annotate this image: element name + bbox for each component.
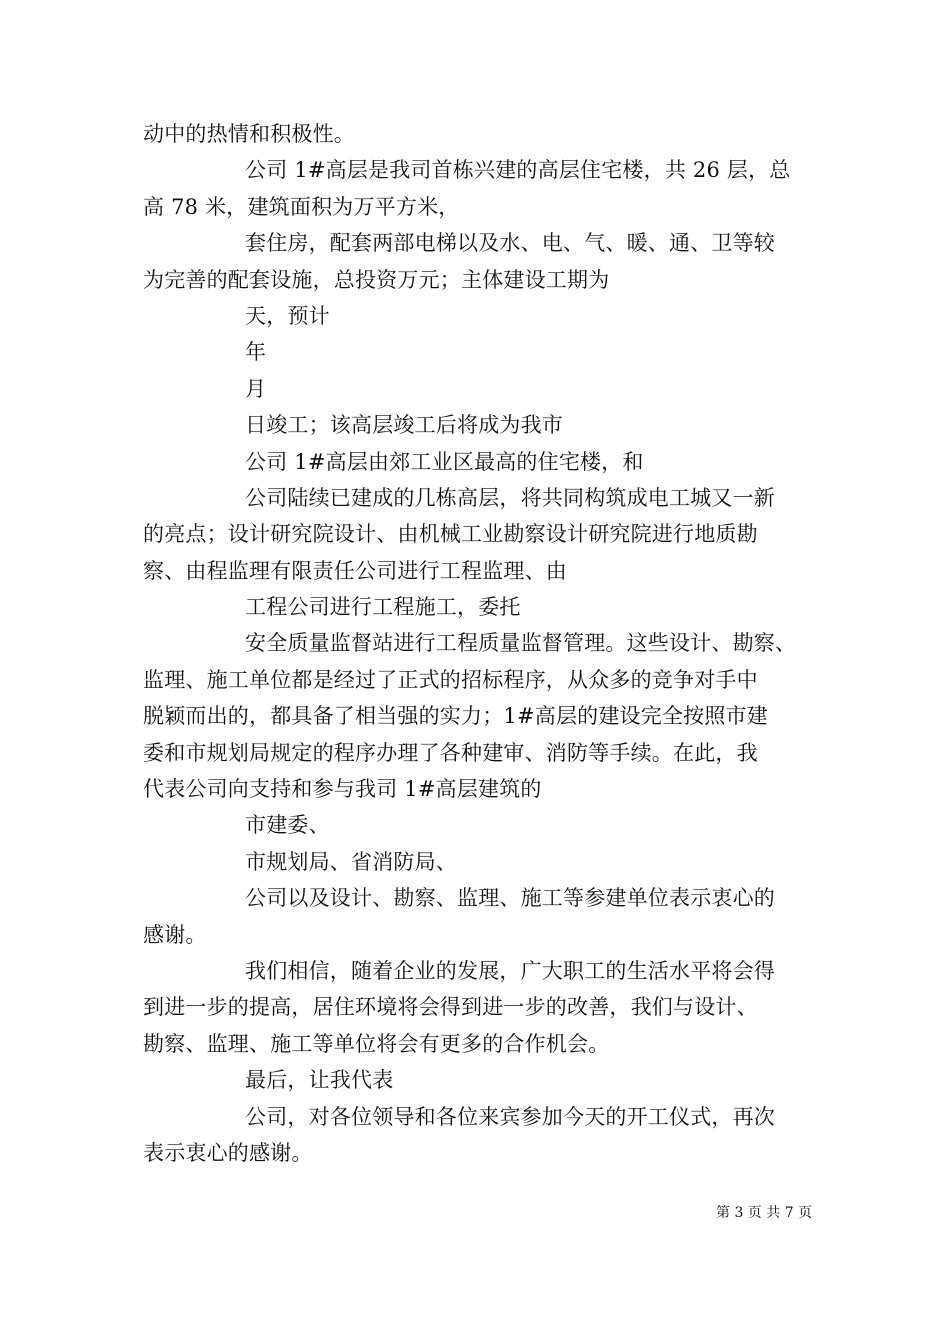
text-line: 为完善的配套设施，总投资万元；主体建设工期为 <box>143 267 610 292</box>
text-line: 高 78 米，建筑面积为万平方米， <box>143 194 460 219</box>
text-line: 年 <box>245 340 267 365</box>
text-line: 套住房，配套两部电梯以及水、电、气、暖、通、卫等较 <box>245 231 775 256</box>
text-line: 公司陆续已建成的几栋高层，将共同构筑成电工城又一新 <box>245 485 775 510</box>
text-line: 委和市规划局规定的程序办理了各种建审、消防等手续。在此，我 <box>143 740 758 765</box>
text-line: 表示衷心的感谢。 <box>143 1140 313 1165</box>
text-line: 公司以及设计、勘察、监理、施工等参建单位表示衷心的 <box>245 886 775 911</box>
text-line: 监理、施工单位都是经过了正式的招标程序，从众多的竞争对手中 <box>143 667 758 692</box>
text-line: 勘察、监理、施工等单位将会有更多的合作机会。 <box>143 1031 610 1056</box>
text-line: 市规划局、省消防局、 <box>245 849 457 874</box>
text-line: 公司 1#高层由郊工业区最高的住宅楼，和 <box>245 449 644 474</box>
text-line: 的亮点；设计研究院设计、由机械工业勘察设计研究院进行地质勘 <box>143 522 758 547</box>
text-line: 月 <box>245 376 267 401</box>
text-line: 天，预计 <box>245 303 330 328</box>
text-line: 到进一步的提高，居住环境将会得到进一步的改善，我们与设计、 <box>143 995 758 1020</box>
text-line: 脱颖而出的，都具备了相当强的实力；1#高层的建设完全按照市建 <box>143 704 768 729</box>
page-number: 第 3 页 共 7 页 <box>716 1205 813 1221</box>
text-line: 公司，对各位领导和各位来宾参加今天的开工仪式，再次 <box>245 1104 775 1129</box>
text-line: 工程公司进行工程施工，委托 <box>245 595 521 620</box>
text-line: 市建委、 <box>245 813 330 838</box>
text-line: 代表公司向支持和参与我司 1#高层建筑的 <box>143 777 542 802</box>
text-line: 日竣工；该高层竣工后将成为我市 <box>245 413 563 438</box>
text-line: 公司 1#高层是我司首栋兴建的高层住宅楼，共 26 层，总 <box>245 158 791 183</box>
text-line: 我们相信，随着企业的发展，广大职工的生活水平将会得 <box>245 958 775 983</box>
text-line: 察、由程监理有限责任公司进行工程监理、由 <box>143 558 567 583</box>
text-line: 最后，让我代表 <box>245 1068 394 1093</box>
text-line: 感谢。 <box>143 922 207 947</box>
text-line: 安全质量监督站进行工程质量监督管理。这些设计、勘察、 <box>245 631 797 656</box>
text-line: 动中的热情和积极性。 <box>143 122 355 146</box>
document-body <box>143 116 823 1171</box>
